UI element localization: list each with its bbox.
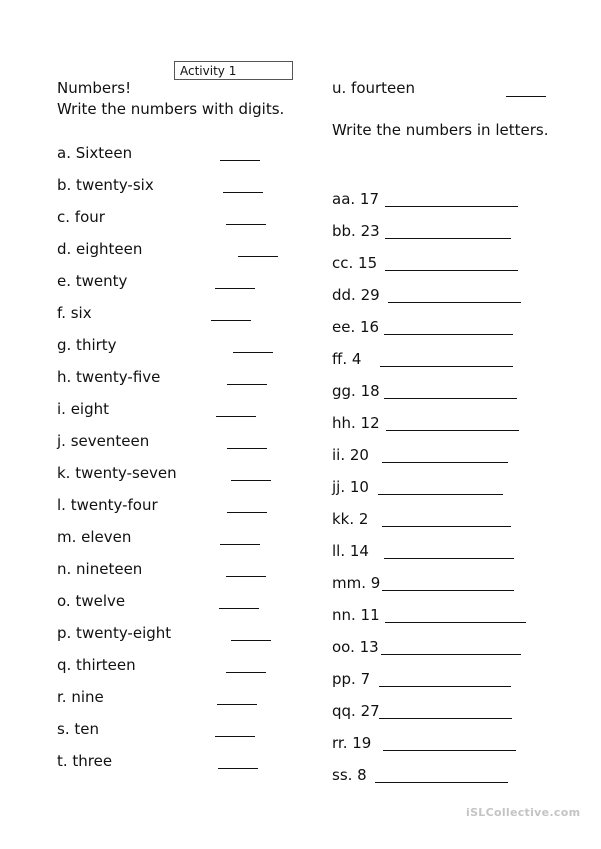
letters-item-label: ii. 20 bbox=[332, 446, 369, 464]
answer-line[interactable] bbox=[384, 334, 513, 335]
answer-blank[interactable] bbox=[215, 288, 255, 289]
answer-blank[interactable] bbox=[217, 704, 257, 705]
answer-line[interactable] bbox=[375, 782, 508, 783]
letters-item-label: hh. 12 bbox=[332, 414, 380, 432]
letters-item-label: rr. 19 bbox=[332, 734, 372, 752]
answer-blank[interactable] bbox=[215, 736, 255, 737]
instruction-digits: Write the numbers with digits. bbox=[57, 100, 285, 118]
answer-blank[interactable] bbox=[227, 448, 267, 449]
answer-line[interactable] bbox=[384, 398, 517, 399]
digits-item-label: s. ten bbox=[57, 720, 99, 738]
answer-line[interactable] bbox=[385, 238, 511, 239]
digits-item-label: r. nine bbox=[57, 688, 104, 706]
answer-line[interactable] bbox=[382, 462, 508, 463]
answer-line[interactable] bbox=[388, 302, 521, 303]
letters-item-label: aa. 17 bbox=[332, 190, 380, 208]
digits-item-label: i. eight bbox=[57, 400, 110, 418]
letters-item-label: pp. 7 bbox=[332, 670, 371, 688]
letters-item-label: mm. 9 bbox=[332, 574, 381, 592]
answer-line[interactable] bbox=[380, 366, 513, 367]
answer-blank[interactable] bbox=[227, 384, 267, 385]
digits-item-label: n. nineteen bbox=[57, 560, 143, 578]
digits-item-label: c. four bbox=[57, 208, 105, 226]
answer-line[interactable] bbox=[384, 558, 514, 559]
digits-item-label: m. eleven bbox=[57, 528, 132, 546]
letters-item-label: ll. 14 bbox=[332, 542, 369, 560]
answer-blank[interactable] bbox=[220, 160, 260, 161]
letters-item-label: qq. 27 bbox=[332, 702, 380, 720]
letters-item-label: ss. 8 bbox=[332, 766, 367, 784]
instruction-letters: Write the numbers in letters. bbox=[332, 121, 549, 139]
digits-item-label: d. eighteen bbox=[57, 240, 143, 258]
letters-item-label: gg. 18 bbox=[332, 382, 380, 400]
answer-blank[interactable] bbox=[227, 512, 267, 513]
letters-item-label: oo. 13 bbox=[332, 638, 379, 656]
answer-blank[interactable] bbox=[233, 352, 273, 353]
digits-item-label: e. twenty bbox=[57, 272, 128, 290]
answer-blank[interactable] bbox=[223, 192, 263, 193]
answer-blank[interactable] bbox=[219, 608, 259, 609]
answer-blank-u[interactable] bbox=[506, 96, 546, 97]
answer-blank[interactable] bbox=[218, 768, 258, 769]
letters-item-label: bb. 23 bbox=[332, 222, 380, 240]
worksheet-title: Numbers! bbox=[57, 79, 132, 97]
letters-item-label: jj. 10 bbox=[332, 478, 369, 496]
answer-line[interactable] bbox=[379, 718, 512, 719]
watermark: iSLCollective.com bbox=[466, 806, 581, 819]
answer-blank[interactable] bbox=[231, 640, 271, 641]
answer-line[interactable] bbox=[379, 686, 511, 687]
answer-line[interactable] bbox=[383, 750, 516, 751]
digits-item-label: q. thirteen bbox=[57, 656, 136, 674]
digits-item-label: h. twenty-five bbox=[57, 368, 161, 386]
digits-item-label: t. three bbox=[57, 752, 113, 770]
digits-item-label: g. thirty bbox=[57, 336, 117, 354]
answer-line[interactable] bbox=[385, 206, 518, 207]
letters-item-label: dd. 29 bbox=[332, 286, 380, 304]
answer-line[interactable] bbox=[381, 654, 521, 655]
digits-item-label: p. twenty-eight bbox=[57, 624, 172, 642]
item-u-label: u. fourteen bbox=[332, 79, 416, 97]
answer-blank[interactable] bbox=[220, 544, 260, 545]
digits-item-label: b. twenty-six bbox=[57, 176, 154, 194]
answer-blank[interactable] bbox=[226, 576, 266, 577]
activity-label-box: Activity 1 bbox=[174, 61, 293, 80]
answer-blank[interactable] bbox=[216, 416, 256, 417]
answer-line[interactable] bbox=[382, 590, 514, 591]
letters-item-label: kk. 2 bbox=[332, 510, 369, 528]
letters-item-label: ee. 16 bbox=[332, 318, 380, 336]
digits-item-label: l. twenty-four bbox=[57, 496, 158, 514]
answer-line[interactable] bbox=[386, 430, 519, 431]
digits-item-label: o. twelve bbox=[57, 592, 126, 610]
letters-item-label: nn. 11 bbox=[332, 606, 380, 624]
digits-item-label: k. twenty-seven bbox=[57, 464, 177, 482]
digits-item-label: a. Sixteen bbox=[57, 144, 133, 162]
letters-item-label: ff. 4 bbox=[332, 350, 362, 368]
letters-item-label: cc. 15 bbox=[332, 254, 378, 272]
answer-blank[interactable] bbox=[226, 672, 266, 673]
answer-line[interactable] bbox=[385, 622, 526, 623]
answer-line[interactable] bbox=[382, 526, 511, 527]
answer-blank[interactable] bbox=[211, 320, 251, 321]
answer-blank[interactable] bbox=[231, 480, 271, 481]
answer-line[interactable] bbox=[378, 494, 503, 495]
answer-blank[interactable] bbox=[226, 224, 266, 225]
digits-item-label: j. seventeen bbox=[57, 432, 150, 450]
answer-blank[interactable] bbox=[238, 256, 278, 257]
answer-line[interactable] bbox=[385, 270, 518, 271]
digits-item-label: f. six bbox=[57, 304, 92, 322]
